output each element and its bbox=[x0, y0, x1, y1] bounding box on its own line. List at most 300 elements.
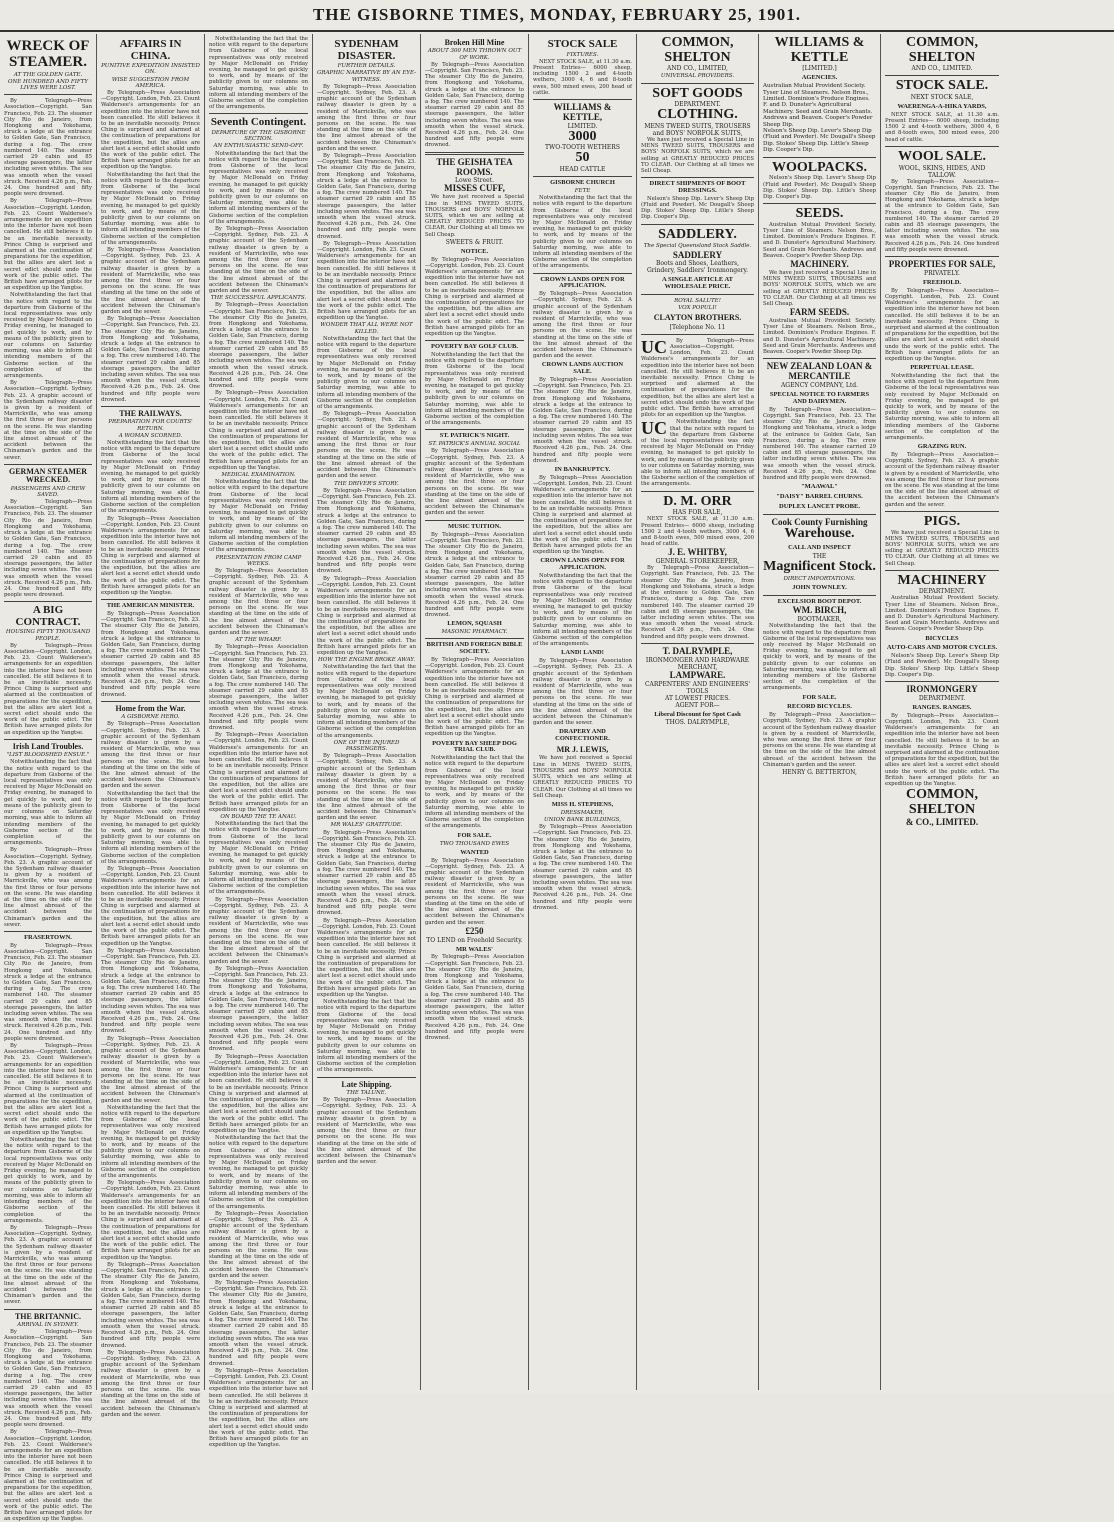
subhead-medical: MEDICAL EXAMINATION. bbox=[221, 471, 296, 478]
ad-limited: LIMITED. bbox=[567, 122, 598, 130]
article-body: Notwithstanding the fact that the notice with regard to the departure from Gisborne of the local representatives was only received by Major McDonald on Friday evening, he managed to get quickly to work, and by means of the publicity given to our columns on Saturday morning, was able to inform all intending members of the Gisborne section of the completion of the arrangements. bbox=[317, 999, 416, 1074]
article-body: By Telegraph—Press Association—Copyright. San Francisco, Feb. 23. The steamer City Rio de Janeiro, from Hongkong and Yokohama, struck a ledge at the entrance to Golden Gate, San Francisco, during a fog. The crew numbered 140. The steamer carried 29 cabin and 85 steerage passengers, the latter including seven whites. The sea was smooth when the vessel struck. Received 4.26 p.m., Feb. 24. One hundred and fifty people were drowned. bbox=[209, 644, 308, 732]
headline-britannic: THE BRITANNIC. bbox=[14, 1311, 82, 1321]
subhead-300-men: ABOUT 300 MEN THROWN OUT OF WORK. bbox=[427, 48, 522, 61]
ad-ironmongery-dept: DEPARTMENT. bbox=[918, 694, 966, 702]
ad-body: By Telegraph—Press Association—Copyright. Sydney, Feb. 23. A graphic account of the Sydenham railway disaster is given by a resident of Marrickville, who was among the first three or four persons on the scene. He was standing at the time on the side of the line almost abreast of the accident between the Chinaman's garden and the sewer. bbox=[763, 712, 876, 768]
divider bbox=[641, 224, 754, 225]
ad-whitby: J. E. WHITBY, bbox=[668, 547, 727, 558]
ad-body: Australian Mutual Provident Society. Tyser Line of Steamers. Nelson Bros., Limited. Dominion's Produce Engines. F. and D. Dunster's Agricultural Machinery. Seed and Grain Merchants. Andrews and Beaven. Cooper's Powder Sheep Dip. bbox=[885, 595, 999, 633]
ad-shipments: DIRECT SHIPMENTS OF BOOT DRESSINGS. bbox=[649, 180, 746, 194]
ad-drapery: DRAPERY AND CONFECTIONER. bbox=[555, 728, 610, 743]
ad-line: Lowe Street. bbox=[455, 177, 494, 185]
subhead-bloodshed: "LIST BLOODSHED ENSUE." bbox=[6, 752, 90, 759]
ad-suits: MENS TWEED SUITS, TROUSERS and BOYS' NORFOLK SUITS, bbox=[644, 122, 751, 137]
ad-body: We have just received a Special Line in MENS TWEED SUITS, TROUSERS and BOYS' NORFOLK SUITS, which we are selling at GREATLY REDUCED PRICES TO CLEAR. Our Clothing at all times we Sell Cheap. bbox=[533, 755, 632, 799]
ad-geisha-rooms: THE GEISHA TEA ROOMS. bbox=[436, 156, 513, 177]
divider bbox=[885, 681, 999, 682]
ad-stock-sale-2: STOCK SALE. bbox=[895, 78, 989, 94]
divider bbox=[4, 1309, 92, 1310]
ad-seeds: SEEDS. bbox=[795, 206, 844, 222]
ad-excelsior: EXCELSIOR BOOT DEPOT. bbox=[777, 597, 862, 605]
ad-agency: AGENCY COMPANY, Ltd. bbox=[780, 382, 859, 390]
ad-cattle: HEAD CATTLE bbox=[559, 166, 606, 174]
ad-royal-salute: ROYAL SALUTE! bbox=[674, 298, 721, 305]
headline-wreck: WRECK OF STEAMER. bbox=[6, 38, 90, 70]
divider bbox=[641, 177, 754, 178]
ad-pigs: PIGS. bbox=[923, 513, 961, 529]
divider bbox=[533, 176, 632, 177]
headline-german-steamer: GERMAN STEAMER WRECKED. bbox=[8, 466, 87, 485]
column-8 bbox=[759, 34, 881, 1390]
ad-money-sub: TO LEND on Freehold Security. bbox=[426, 936, 523, 944]
ad-machinery-2: MACHINERY bbox=[897, 572, 987, 588]
article-body: By Telegraph—Press Association—Copyright. Sydney, Feb. 23. A graphic account of the Sydenham railway disaster is given by a resident of Marrickville, who was among the first three or four persons on the scene. He was standing at the time on the side of the line almost abreast of the accident between the Chinaman's garden and the sewer. bbox=[317, 753, 416, 822]
ad-telephone: [Telephone No. 11 bbox=[669, 323, 726, 331]
headline-frasertown: FRASERTOWN. bbox=[24, 933, 72, 941]
article-body: By Telegraph—Press Association—Copyright. London, Feb. 23. Count Waldersee's arrangements for an expedition into the interior have not been cancelled. He still believes it to be an inevitable necessity. Prince Ching is surprised and alarmed at the continuation of preparations for the expedition, but the allies are alert lest a secret edict should undo the work of the public edict. The British have arranged pilots for an expedition up the Yangtse. bbox=[209, 390, 308, 471]
ad-stephens: MISS H. STEPHENS, bbox=[551, 800, 614, 808]
ad-body: Notwithstanding the fact that the notice with regard to the departure from Gisborne of the local representatives was only received by Major McDonald on Friday evening, he managed to get quickly to work, and by means of the publicity given to our columns on Saturday morning, was able to inform all intending members of the Gisborne section of the completion of the arrangements. bbox=[425, 352, 524, 427]
ad-lowest: AT LOWEST PRICES. bbox=[664, 694, 731, 702]
subhead-further: FURTHER DETAILS. bbox=[337, 63, 396, 70]
ad-uc-block-2 bbox=[641, 419, 754, 487]
ad-stock-saddle: The Special Queensland Stock Saddle. bbox=[643, 243, 752, 250]
ad-crown-lands: CROWN LANDS OPEN FOR APPLICATION. bbox=[540, 275, 625, 290]
subhead-housing: HOUSING FIFTY THOUSAND PEOPLE. bbox=[5, 629, 91, 642]
headline-late-shipping: Late Shipping. bbox=[341, 1079, 392, 1089]
ad-crown-auction: CROWN LANDS AUCTION SALE. bbox=[541, 361, 624, 376]
ad-body: By Telegraph—Press Association—Copyright. Sydney, Feb. 23. A graphic account of the Sydenham railway disaster is given by a resident of Marrickville, who was among the first three or four persons on the scene. He was standing at the time on the side of the line almost abreast of the accident between the Chinaman's garden and the sewer. bbox=[533, 658, 632, 727]
ad-body: By Telegraph—Press Association—Copyright. San Francisco, Feb. 23. The steamer City Rio de Janeiro, from Hongkong and Yokohama, struck a ledge at the entrance to Golden Gate, San Francisco, during a fog. The crew numbered 140. The steamer carried 29 cabin and 85 steerage passengers, the latter including seven whites. The sea was smooth when the vessel struck. Received 4.26 p.m., Feb. 24. One hundred and fifty people were drowned. bbox=[763, 406, 876, 481]
article-body: Notwithstanding the fact that the notice with regard to the departure from Gisborne of the local representatives was only received by Major McDonald on Friday evening, he managed to get quickly to work, and by means of the publicity given to our columns on Saturday morning, was able to inform all intending members of the Gisborne section of the completion of the arrangements. bbox=[209, 1135, 308, 1210]
headline-irish-land: Irish Land Troubles. bbox=[12, 741, 84, 751]
divider bbox=[763, 157, 876, 158]
article-body: By Telegraph—Press Association—Copyright. Sydney, Feb. 23. A graphic account of the Sydenham railway disaster is given by a resident of Marrickville, who was among the first three or four persons on the scene. He was standing at the time on the side of the line almost abreast of the accident between the Chinaman's garden and the sewer. bbox=[101, 1035, 200, 1104]
ad-body: Notwithstanding the fact that the notice with regard to the departure from Gisborne of the local representatives was only received by Major McDonald on Friday evening, he managed to get quickly to work, and by means of the publicity given to our columns on Saturday morning, was able to inform all intending members of the Gisborne section of the completion of the arrangements. bbox=[533, 572, 632, 648]
columns bbox=[0, 34, 1114, 1522]
article-body: By Telegraph—Press Association—Copyright. London, Feb. 23. Count Waldersee's arrangements for an expedition into the interior have not been cancelled. He still believes it to be an inevitable necessity. Prince Ching is surprised and alarmed at the continuation of preparations for the expedition, but the allies are alert lest a secret edict should undo the work of the public edict. The British have arranged pilots for an expedition up the Yangtse. bbox=[4, 1429, 92, 1522]
article-body: By Telegraph—Press Association—Copyright. London, Feb. 23. Count Waldersee's arrangements for an expedition into the interior have not been cancelled. He still believes it to be an inevitable necessity. Prince Ching is surprised and alarmed at the continuation of preparations for the expedition, but the allies are alert lest a secret edict should undo the work of the public edict. The British have arranged pilots for an expedition up the Yangtse. bbox=[209, 1053, 308, 1135]
ad-ironmongery: IRONMONGERY bbox=[906, 684, 978, 695]
masthead-title: THE GISBORNE TIMES, MONDAY, FEBRUARY 25, 1901. bbox=[312, 5, 802, 24]
ad-warehouse: Warehouse. bbox=[784, 526, 855, 542]
ad-direct-imports: DIRECT IMPORTATIONS. bbox=[783, 575, 856, 582]
column-4 bbox=[313, 34, 421, 1390]
ad-lemon: LEMON, SQUASH bbox=[447, 620, 502, 628]
ad-ironmonger: IRONMONGER AND HARDWARE MERCHANT, bbox=[645, 656, 750, 671]
article-body: By Telegraph—Press Association—Copyright. London, Feb. 23. Count Waldersee's arrangements for an expedition into the interior have not been cancelled. He still believes it to be an inevitable necessity. Prince Ching is surprised and alarmed at the continuation of preparations for the expedition, but the allies are alert lest a secret edict should undo the work of the public edict. The British have arranged pilots for an expedition up the Yangtse. bbox=[317, 917, 416, 998]
article-body: By Telegraph—Press Association—Copyright. Sydney, Feb. 23. A graphic account of the Sydenham railway disaster is given by a resident of Marrickville, who was among the first three or four persons on the scene. He was standing at the time on the side of the line almost abreast of the accident between the Chinaman's garden and the sewer. bbox=[209, 1210, 308, 1279]
ad-autocars: AUTO-CARS AND MOTOR CYCLES. bbox=[886, 644, 998, 652]
article-body: By Telegraph—Press Association—Copyright. San Francisco, Feb. 23. The steamer City Rio de Janeiro, from Hongkong and Yokohama, struck a ledge at the entrance to Golden Gate, San Francisco, during a fog. The crew numbered 140. The steamer carried 29 cabin and 85 steerage passengers, the latter including seven whites. The sea was smooth when the vessel struck. Received 4.26 p.m., Feb. 24. One hundred and fifty people were drowned. bbox=[317, 829, 416, 917]
ad-betterton: HENRY G. BETTERTON, bbox=[782, 769, 857, 777]
uc-logo: UC bbox=[641, 336, 667, 357]
ad-wales: MR WALES' bbox=[456, 945, 493, 953]
headline-railways: THE RAILWAYS. bbox=[119, 409, 182, 419]
article-body: Notwithstanding the fact that the notice with regard to the departure from Gisborne of the local representatives was only received by Major McDonald on Friday evening, he managed to get quickly to work, and by means of the publicity given to our columns on Saturday morning, was able to inform all intending members of the Gisborne section of the completion of the arrangements. bbox=[209, 36, 308, 111]
ad-body: By Telegraph—Press Association—Copyright. London, Feb. 23. Count Waldersee's arrangements for an expedition into the interior have not been cancelled. He still believes it to be an inevitable necessity. Prince Ching is surprised and alarmed at the continuation of preparations for the expedition, but the allies are alert lest a secret edict should undo the work of the public edict. The British have arranged pilots for an expedition up the Yangtse. bbox=[533, 474, 632, 556]
ad-body: Notwithstanding the fact that the notice with regard to the departure from Gisborne of the local representatives was only received by Major McDonald on Friday evening, he managed to get quickly to work, and by means of the publicity given to our columns on Saturday morning, was able to inform all intending members of the Gisborne section of the completion of the arrangements. bbox=[425, 755, 524, 830]
column-3 bbox=[205, 34, 313, 1449]
article-body: By Telegraph—Press Association—Copyright. Sydney, Feb. 23. A graphic account of the Sydenham railway disaster is given by a resident of Marrickville, who was among the first three or four persons on the scene. He was standing at the time on the side of the line almost abreast of the accident between the Chinaman's garden and the sewer. bbox=[4, 380, 92, 461]
subhead-gratitude: MR WALES' GRATITUDE. bbox=[330, 822, 403, 829]
headline-stock-sale: STOCK SALE bbox=[547, 38, 618, 50]
subhead-america: WISE SUGGESTION FROM AMERICA. bbox=[111, 76, 190, 89]
ad-dressmaker: DRESSMAKER, bbox=[560, 809, 605, 816]
ad-body: Notwithstanding the fact that the notice with regard to the departure from Gisborne of the local representatives was only received by Major McDonald on Friday evening, he managed to get quickly to work, and by means of the publicity given to our columns on Saturday morning, was able to inform all intending members of the Gisborne section of the completion of the arrangements. bbox=[641, 419, 754, 488]
ad-body: By Telegraph—Press Association—Copyright. San Francisco, Feb. 23. The steamer City Rio de Janeiro, from Hongkong and Yokohama, struck a ledge at the entrance to Golden Gate, San Francisco, during a fog. The crew numbered 140. The steamer carried 29 cabin and 85 steerage passengers, the latter including seven whites. The sea was smooth when the vessel struck. Received 4.26 p.m., Feb. 24. One hundred and fifty people were drowned. bbox=[641, 565, 754, 640]
subhead-not-killed: WONDER THAT ALL WERE NOT KILLED. bbox=[320, 322, 413, 335]
headline-broken-hill: Broken Hill Mine bbox=[444, 38, 505, 47]
divider bbox=[425, 638, 524, 639]
ad-the: THE bbox=[812, 552, 827, 560]
article-body: By Telegraph—Press Association—Copyright. San Francisco, Feb. 23. The steamer City Rio de Janeiro, from Hongkong and Yokohama, struck a ledge at the entrance to Golden Gate, San Francisco, during a fog. The crew numbered 140. The steamer carried 29 cabin and 85 steerage passengers, the latter including seven whites. The sea was smooth when the vessel struck. Received 4.26 p.m., Feb. 24. One hundred and fifty people were drowned. bbox=[317, 487, 416, 575]
divider bbox=[763, 358, 876, 359]
divider bbox=[641, 334, 754, 335]
ad-body: We have just received a Special Line in MENS TWEED SUITS, TROUSERS and BOYS' NORFOLK SUITS, which we are selling at GREATLY REDUCED PRICES TO CLEAR. Our Clothing at all times we Sell Cheap. bbox=[885, 529, 999, 567]
ad-discount: Liberal Discount for Spot Cash bbox=[654, 710, 741, 718]
ad-3000: 3000 bbox=[568, 128, 597, 144]
article-body: By Telegraph—Press Association—Copyright. San Francisco, Feb. 23. The steamer City Rio de Janeiro, from Hongkong and Yokohama, struck a ledge at the entrance to Golden Gate, San Francisco, during a fog. The crew numbered 140. The steamer carried 29 cabin and 85 steerage passengers, the latter including seven whites. The sea was smooth when the vessel struck. Received 4.26 p.m., Feb. 24. One hundred and fifty people were drowned. bbox=[101, 1261, 200, 1349]
article-body: By Telegraph—Press Association—Copyright. San Francisco, Feb. 23. The steamer City Rio de Janeiro, from Hongkong and Yokohama, struck a ledge at the entrance to Golden Gate, San Francisco, during a fog. The crew numbered 140. The steamer carried 29 cabin and 85 steerage passengers, the latter including seven whites. The sea was smooth when the vessel struck. Received 4.26 p.m., Feb. 24. One hundred and fifty people were drowned. bbox=[425, 61, 524, 149]
ad-body: Nelson's Sheep Dip. Lever's Sheep Dip (Fluid and Powder). Mc Dougall's Sheep Dip. Stokes' Sheep Dip. Little's Sheep Dip. Cooper's Dip. bbox=[763, 175, 876, 200]
ad-next-sale: NEXT STOCK SALE, bbox=[910, 94, 974, 102]
ad-soft-goods: SOFT GOODS bbox=[652, 85, 743, 101]
ad-body: We have just received a Special Line in MENS TWEED SUITS, TROUSERS and BOYS' NORFOLK SUITS, which we are selling at GREATLY REDUCED PRICES TO CLEAR. Our Clothing at all times we Sell Cheap. bbox=[763, 269, 876, 307]
ad-daisy: "DAISY" BARREL CHURNS. bbox=[776, 492, 863, 500]
divider bbox=[885, 570, 999, 571]
ad-misses-cuff: MISSES CUFF, bbox=[444, 183, 505, 194]
ad-common-shelton-2: COMMON, SHELTON bbox=[906, 35, 978, 65]
article-body: Notwithstanding the fact that the notice with regard to the departure from Gisborne of the local representatives was only received by Major McDonald on Friday evening, he managed to get quickly to work, and by means of the publicity given to our columns on Saturday morning, was able to inform all intending members of the Gisborne section of the completion of the arrangements. bbox=[4, 759, 92, 847]
ad-body: By Telegraph—Press Association—Copyright. Sydney, Feb. 23. A graphic account of the Sydenham railway disaster is given by a resident of Marrickville, who was among the first three or four persons on the scene. He was standing at the time on the side of the line almost abreast of the accident between the Chinaman's garden and the sewer. bbox=[533, 291, 632, 360]
article-body: By Telegraph—Press Association—Copyright. London, Feb. 23. Count Waldersee's arrangements for an expedition into the interior have not been cancelled. He still believes it to be an inevitable necessity. Prince Ching is surprised and alarmed at the continuation of preparations for the expedition, but the allies are alert lest a secret edict should undo the work of the public edict. The British have arranged pilots for an expedition up the Yangtse. bbox=[101, 89, 200, 171]
subhead-talune: THE TALUNE. bbox=[346, 1089, 387, 1096]
ad-universal: UNIVERSAL PROVIDERS. bbox=[660, 73, 735, 80]
subhead-gisborne-hero: A GISBORNE HERO. bbox=[121, 714, 180, 721]
ad-body: By Telegraph—Press Association—Copyright. San Francisco, Feb. 23. The steamer City Rio de Janeiro, from Hongkong and Yokohama, struck a ledge at the entrance to Golden Gate, San Francisco, during a fog. The crew numbered 140. The steamer carried 29 cabin and 85 steerage passengers, the latter including seven whites. The sea was smooth when the vessel struck. Received 4.26 p.m., Feb. 24. One hundred and fifty people were drowned. bbox=[425, 954, 524, 1042]
divider bbox=[425, 340, 524, 341]
ad-sheep-dog: POVERTY BAY SHEEP DOG TRIAL CLUB. bbox=[432, 739, 517, 754]
ad-birch: WM. BIRCH, bbox=[792, 605, 847, 616]
ad-body: Australian Mutual Provident Society. Tyser Line of Steamers. Nelson Bros., Limited. Dominion's Produce Engines. F. and D. Dunster's Agricultural Machinery. Seed and Grain Merchants. Andrews and Beaven. Cooper's Powder Sheep Dip. bbox=[763, 83, 873, 128]
ad-single-article: A SINGLE ARTICLE AT WHOLESALE PRICE. bbox=[662, 276, 733, 291]
ad-bootmaker: BOOTMAKER, bbox=[797, 616, 842, 624]
article-body: Notwithstanding the fact that the notice with regard to the departure from Gisborne of the local representatives was only received by Major McDonald on Friday evening, he managed to get quickly to work, and by means of the publicity given to our columns on Saturday morning, was able to inform all intending members of the Gisborne section of the completion of the arrangements. bbox=[317, 335, 416, 411]
ad-body: By Telegraph—Press Association—Copyright. Sydney, Feb. 23. A graphic account of the Sydenham railway disaster is given by a resident of Marrickville, who was among the first three or four persons on the scene. He was standing at the time on the side of the line almost abreast of the accident between the Chinaman's garden and the sewer. bbox=[425, 448, 524, 517]
ad-body: By Telegraph—Press Association—Copyright. San Francisco, Feb. 23. The steamer City Rio de Janeiro, from Hongkong and Yokohama, struck a ledge at the entrance to Golden Gate, San Francisco, during a fog. The crew numbered 140. The steamer carried 29 cabin and 85 steerage passengers, the latter including seven whites. The sea was smooth when the vessel struck. Received 4.26 p.m., Feb. 24. One hundred and fifty people were drowned. bbox=[885, 178, 999, 253]
ad-notice: NOTICE. bbox=[460, 247, 489, 255]
article-body: By Telegraph—Press Association—Copyright. London, Feb. 23. Count Waldersee's arrangements for an expedition into the interior have not been cancelled. He still believes it to be an inevitable necessity. Prince Ching is surprised and alarmed at the continuation of preparations for the expedition, but the allies are alert lest a secret edict should undo the work of the public edict. The British have arranged pilots for an expedition up the Yangtse. bbox=[4, 1043, 92, 1136]
column-9 bbox=[881, 34, 1003, 1390]
article-body: By Telegraph—Press Association—Copyright. San Francisco, Feb. 23. The steamer City Rio de Janeiro, from Hongkong and Yokohama, struck a ledge at the entrance to Golden Gate, San Francisco, during a fog. The crew numbered 140. The steamer carried 29 cabin and 85 steerage passengers, the latter including seven whites. The sea was smooth when the vessel struck. Received 4.26 p.m., Feb. 24. One hundred and fifty people were drowned. bbox=[4, 98, 92, 198]
article-body: By Telegraph—Press Association—Copyright. London, Feb. 23. Count Waldersee's arrangements for an expedition into the interior have not been cancelled. He still believes it to be an inevitable necessity. Prince Ching is surprised and alarmed at the continuation of preparations for the expedition, but the allies are alert lest a secret edict should undo the work of the public edict. The British have arranged pilots for an expedition up the Yangtse. bbox=[101, 866, 200, 947]
ad-body: Nelson's Sheep Dip. Lever's Sheep Dip (Fluid and Powder). Mc Dougall's Sheep Dip. Stokes' Sheep Dip. Little's Sheep Dip. Cooper's Dip. bbox=[885, 653, 999, 678]
subhead-engine: HOW THE ENGINE BROKE AWAY. bbox=[317, 657, 415, 664]
ad-grazing: GRAZING RUN. bbox=[917, 443, 967, 451]
article-body: Notwithstanding the fact that the notice with regard to the departure from Gisborne of the local representatives was only received by Major McDonald on Friday evening, he managed to get quickly to work, and by means of the publicity given to our columns on Saturday morning, was able to inform all intending members of the Gisborne section of the completion of the arrangements. bbox=[101, 440, 200, 515]
ad-limited-2: [LIMITED.] bbox=[802, 65, 837, 73]
ad-woolpacks: WOOLPACKS. bbox=[771, 159, 868, 175]
ad-body: By Telegraph—Press Association—Copyright. London, Feb. 23. Count Waldersee's arrangements for an expedition into the interior have not been cancelled. He still believes it to be an inevitable necessity. Prince Ching is surprised and alarmed at the continuation of preparations for the expedition, but the allies are alert lest a secret edict should undo the work of the public edict. The British have arranged pilots for an expedition up the Yangtse. bbox=[885, 287, 999, 362]
ad-bankruptcy: IN BANKRUPTCY. bbox=[554, 465, 611, 473]
ad-machinery: MACHINERY. bbox=[790, 259, 849, 270]
article-body: By Telegraph—Press Association—Copyright. London, Feb. 23. Count Waldersee's arrangements for an expedition into the interior have not been cancelled. He still believes it to be an inevitable necessity. Prince Ching is surprised and alarmed at the continuation of preparations for the expedition, but the allies are alert lest a secret edict should undo the work of the public edict. The British have arranged pilots for an expedition up the Yangtse. bbox=[317, 575, 416, 656]
ad-ranges: RANGES. RANGES. bbox=[912, 703, 972, 711]
ad-magnificent: Magnificent Stock. bbox=[763, 558, 876, 574]
ad-body: Australian Mutual Provident Society. Tyser Line of Steamers. Nelson Bros., Limited. Dominion's Produce Engines. F. and D. Dunster's Agricultural Machinery. Seed and Grain Merchants. Andrews and Beaven. Cooper's Powder Sheep Dip. bbox=[763, 221, 876, 259]
article-body: By Telegraph—Press Association—Copyright. Sydney, Feb. 23. A graphic account of the Sydenham railway disaster is given by a resident of Marrickville, who was among the first three or four persons on the scene. He was standing at the time on the side of the line almost abreast of the accident between the Chinaman's garden and the sewer. bbox=[209, 568, 308, 637]
subhead-woman: A WOMAN SCORNED. bbox=[118, 432, 183, 439]
subhead-sydney: ARRIVAL IN SYDNEY. bbox=[17, 1321, 79, 1328]
ad-body: Nelson's Sheep Dip. Lever's Sheep Dip (Fluid and Powder). Mc Dougall's Sheep Dip. Stokes' Sheep Dip. Little's Sheep Dip. Cooper's Dip. bbox=[763, 128, 876, 154]
ad-nz-loan: NEW ZEALAND LOAN & MERCANTILE bbox=[766, 361, 873, 382]
article-body: By Telegraph—Press Association—Copyright. London, Feb. 23. Count Waldersee's arrangements for an expedition into the interior have not been cancelled. He still believes it to be an inevitable necessity. Prince Ching is surprised and alarmed at the continuation of preparations for the expedition, but the allies are alert lest a secret edict should undo the work of the public edict. The British have arranged pilots for an expedition up the Yangtse. bbox=[4, 198, 92, 292]
ad-body: We have just received a Special Line in MENS TWEED SUITS, TROUSERS and BOYS' NORFOLK SUITS, which we are selling at GREATLY REDUCED PRICES TO CLEAR. Our Clothing at all times we Sell Cheap. bbox=[425, 194, 524, 238]
divider bbox=[4, 94, 92, 95]
ad-wool-sale: WOOL SALE. bbox=[898, 148, 986, 164]
ad-special-notice: SPECIAL NOTICE TO FARMERS AND DAIRYMEN. bbox=[769, 391, 870, 405]
divider bbox=[885, 75, 999, 76]
subhead-fixtures: FIXTURES. bbox=[566, 51, 599, 58]
divider bbox=[4, 464, 92, 465]
uc-logo: UC bbox=[641, 418, 667, 439]
ad-cook-county: Cook County Furnishing bbox=[771, 516, 868, 527]
ad-st-patrick: ST. PATRICK'S NIGHT. bbox=[439, 432, 510, 440]
divider bbox=[425, 429, 524, 430]
subhead-driver: THE DRIVER'S STORY. bbox=[334, 480, 399, 487]
ad-ewes: TWO THOUSAND EWES bbox=[439, 840, 510, 847]
article-body: By Telegraph—Press Association—Copyright. Sydney, Feb. 23. A graphic account of the Sydenham railway disaster is given by a resident of Marrickville, who was among the first three or four persons on the scene. He was standing at the time on the side of the line almost abreast of the accident between the Chinaman's garden and the sewer. bbox=[317, 411, 416, 480]
ad-music: MUSIC TUITION. bbox=[448, 522, 501, 530]
article-body: By Telegraph—Press Association—Copyright. San Francisco, Feb. 23. The steamer City Rio de Janeiro, from Hongkong and Yokohama, struck a ledge at the entrance to Golden Gate, San Francisco, during a fog. The crew numbered 140. The steamer carried 29 cabin and 85 steerage passengers, the latter including seven whites. The sea was smooth when the vessel struck. Received 4.26 p.m., Feb. 24. One hundred and fifty people were drowned. bbox=[317, 152, 416, 240]
article-body: Notwithstanding the fact that the notice with regard to the departure from Gisborne of the local representatives was only received by Major McDonald on Friday evening, he managed to get quickly to work, and by means of the publicity given to our columns on Saturday morning, was able to inform all intending members of the Gisborne section of the completion of the arrangements. bbox=[4, 1137, 92, 1224]
ad-lewis: MR J. LEWIS, bbox=[556, 745, 609, 755]
ad-dalrymple-sign: THOS. DALRYMPLE, bbox=[665, 719, 730, 727]
ad-storekeeper: GENERAL STOREKEEPER, bbox=[655, 558, 740, 566]
ad-line: SWEETS & FRUIT. bbox=[445, 238, 504, 246]
ad-bible-society: BRITISH AND FOREIGN BIBLE SOCIETY. bbox=[426, 641, 523, 656]
ad-agencies: AGENCIES. bbox=[801, 74, 838, 82]
ad-company: AND CO., LIMITED, bbox=[667, 65, 728, 73]
article-body: Notwithstanding the fact that the notice with regard to the departure from Gisborne of the local representatives was only received by Major McDonald on Friday evening, he managed to get quickly to work, and by means of the publicity given to our columns on Saturday morning, was able to inform all intending members of the Gisborne section of the completion of the arrangements. bbox=[317, 664, 416, 739]
masthead bbox=[0, 0, 1114, 32]
article-body: By Telegraph—Press Association—Copyright. Sydney, Feb. 23. A graphic account of the Sydenham railway disaster is given by a resident of Marrickville, who was among the first three or four persons on the scene. He was standing at the time on the side of the line almost abreast of the accident between the Chinaman's garden and the sewer. bbox=[4, 1224, 92, 1306]
article-body: By Telegraph—Press Association—Copyright. London, Feb. 23. Count Waldersee's arrangements for an expedition into the interior have not been cancelled. He still believes it to be an inevitable necessity. Prince Ching is surprised and alarmed at the continuation of preparations for the expedition, but the allies are alert lest a secret edict should undo the work of the public edict. The British have arranged pilots for an expedition up the Yangtse. bbox=[4, 642, 92, 736]
ad-yards: WAERENGA-A-HIKA YARDS, bbox=[897, 103, 987, 111]
ad-lampware: LAMPWARE. bbox=[669, 669, 726, 680]
ad-clayton: CLAYTON BROTHERS. bbox=[653, 313, 742, 323]
ad-body: NEXT STOCK SALE, at 11.30 a.m. Present Entries— 6000 sheep, including 1500 2 and 4-tooth wethers, 3000 4, 6 and 8-tooth ewes, 500 mixed ewes, 200 head of cattle. bbox=[533, 58, 632, 96]
ad-crown-lands-2: CROWN LANDS OPEN FOR APPLICATION. bbox=[540, 557, 625, 572]
ad-body: By Telegraph—Press Association—Copyright. Sydney, Feb. 23. A graphic account of the Sydenham railway disaster is given by a resident of Marrickville, who was among the first three or four persons on the scene. He was standing at the time on the side of the line almost abreast of the accident between the Chinaman's garden and the sewer. bbox=[425, 857, 524, 926]
ad-church: GISBORNE CHURCH bbox=[550, 179, 615, 187]
article-body: Notwithstanding the fact that the notice with regard to the departure from Gisborne of the local representatives was only received by Major McDonald on Friday evening, he managed to get quickly to work, and by means of the publicity given to our columns on Saturday morning, was able to inform all intending members of the Gisborne section of the completion of the arrangements. bbox=[101, 790, 200, 865]
ad-union-bank: UNION BANK BUILDINGS, bbox=[544, 816, 621, 823]
divider bbox=[641, 83, 754, 84]
column-5 bbox=[421, 34, 529, 1390]
divider bbox=[533, 273, 632, 274]
ad-privately: PRIVATELY. bbox=[924, 269, 960, 277]
article-body: By Telegraph—Press Association—Copyright. San Francisco, Feb. 23. The steamer City Rio de Janeiro, from Hongkong and Yokohama, struck a ledge at the entrance to Golden Gate, San Francisco, during a fog. The crew numbered 140. The steamer carried 29 cabin and 85 steerage passengers, the latter including seven whites. The sea was smooth when the vessel struck. Received 4.26 p.m., Feb. 24. One hundred and fifty people were drowned. bbox=[4, 942, 92, 1042]
ad-50: 50 bbox=[575, 150, 590, 166]
headline-american-minister: THE AMERICAN MINISTER. bbox=[106, 602, 195, 610]
ad-body: Notwithstanding the fact that the notice with regard to the departure from Gisborne of the local representatives was only received by Major McDonald on Friday evening, he managed to get quickly to work, and by means of the publicity given to our columns on Saturday morning, was able to inform all intending members of the Gisborne section of the completion of the arrangements. bbox=[763, 623, 876, 692]
article-body: By Telegraph—Press Association—Copyright. London, Feb. 23. Count Waldersee's arrangements for an expedition into the interior have not been cancelled. He still believes it to be an inevitable necessity. Prince Ching is surprised and alarmed at the continuation of preparations for the expedition, but the allies are alert lest a secret edict should undo the work of the public edict. The British have arranged pilots for an expedition up the Yangtse. bbox=[209, 732, 308, 813]
ad-money: £250 bbox=[465, 925, 484, 936]
ad-vox-populi: VOX POPULI! bbox=[678, 305, 717, 312]
ad-body: By Telegraph—Press Association—Copyright. London, Feb. 23. Count Waldersee's arrangements for an expedition into the interior have not been cancelled. He still believes it to be an inevitable necessity. Prince Ching is surprised and alarmed at the continuation of preparations for the expedition, but the allies are alert lest a secret edict should undo the work of the public edict. The British have arranged pilots for an expedition up the Yangtse. bbox=[425, 656, 524, 738]
article-body: By Telegraph—Press Association—Copyright. Sydney, Feb. 23. A graphic account of the Sydenham railway disaster is given by a resident of Marrickville, who was among the first three or four persons on the scene. He was standing at the time on the side of the line almost abreast of the accident between the Chinaman's garden and the sewer. bbox=[101, 1349, 200, 1418]
article-body: By Telegraph—Press Association—Copyright. San Francisco, Feb. 23. The steamer City Rio de Janeiro, from Hongkong and Yokohama, struck a ledge at the entrance to Golden Gate, San Francisco, during a fog. The crew numbered 140. The steamer carried 29 cabin and 85 steerage passengers, the latter including seven whites. The sea was smooth when the vessel struck. Received 4.26 p.m., Feb. 24. One hundred and fifty people were drowned. bbox=[101, 947, 200, 1035]
ad-land: LAND! LAND! bbox=[561, 649, 604, 657]
subhead-eye-witness: GRAPHIC NARRATIVE BY AN EYE-WITNESS. bbox=[317, 70, 416, 83]
ad-body: By Telegraph—Press Association—Copyright. San Francisco, Feb. 23. The steamer City Rio de Janeiro, from Hongkong and Yokohama, struck a ledge at the entrance to Golden Gate, San Francisco, during a fog. The crew numbered 140. The steamer carried 29 cabin and 85 steerage passengers, the latter including seven whites. The sea was smooth when the vessel struck. Received 4.26 p.m., Feb. 24. One hundred and fifty people were drowned. bbox=[425, 531, 524, 619]
article-body: By Telegraph—Press Association—Copyright. San Francisco, Feb. 23. The steamer City Rio de Janeiro, from Hongkong and Yokohama, struck a ledge at the entrance to Golden Gate, San Francisco, during a fog. The crew numbered 140. The steamer carried 29 cabin and 85 steerage passengers, the latter including seven whites. The sea was smooth when the vessel struck. Received 4.26 p.m., Feb. 24. One hundred and fifty people were drowned. bbox=[101, 316, 200, 403]
article-body: By Telegraph—Press Association—Copyright. London, Feb. 23. Count Waldersee's arrangements for an expedition into the interior have not been cancelled. He still believes it to be an inevitable necessity. Prince Ching is surprised and alarmed at the continuation of preparations for the expedition, but the allies are alert lest a secret edict should undo the work of the public edict. The British have arranged pilots for an expedition up the Yangtse. bbox=[101, 1180, 200, 1261]
divider bbox=[317, 1077, 416, 1078]
article-body: By Telegraph—Press Association—Copyright. San Francisco, Feb. 23. The steamer City Rio de Janeiro, from Hongkong and Yokohama, struck a ledge at the entrance to Golden Gate, San Francisco, during a fog. The crew numbered 140. The steamer carried 29 cabin and 85 steerage passengers, the latter including seven whites. The sea was smooth when the vessel struck. Received 4.26 p.m., Feb. 24. One hundred and fifty people were drowned. bbox=[209, 1279, 308, 1367]
subhead-te-anau: ON BOARD THE TE ANAU. bbox=[220, 813, 297, 820]
ad-orr: D. M. ORR bbox=[663, 493, 732, 509]
ad-williams-kettle-2: WILLIAMS & KETTLE bbox=[774, 35, 865, 65]
ad-common-shelton-sign: COMMON, SHELTON bbox=[906, 787, 978, 817]
headline-seventh-contingent: Seventh Contingent. bbox=[210, 116, 307, 129]
subhead-crew-saved: PASSENGERS AND CREW SAVED. bbox=[10, 485, 86, 498]
ad-body: We have just received a Special Line in MENS TWEED SUITS, TROUSERS and BOYS' NORFOLK SUITS, which we are selling at GREATLY REDUCED PRICES TO CLEAR. Our Clothing at all times we Sell Cheap. bbox=[641, 136, 754, 174]
ad-perpetual: PERPETUAL LEASE. bbox=[910, 364, 974, 372]
article-body: By Telegraph—Press Association—Copyright. San Francisco, Feb. 23. The steamer City Rio de Janeiro, from Hongkong and Yokohama, struck a ledge at the entrance to Golden Gate, San Francisco, during a fog. The crew numbered 140. The steamer carried 29 cabin and 85 steerage passengers, the latter including seven whites. The sea was smooth when the vessel struck. Received 4.26 p.m., Feb. 24. One hundred and fifty people were drowned. bbox=[4, 1329, 92, 1429]
ad-body: Notwithstanding the fact that the notice with regard to the departure from Gisborne of the local representatives was only received by Major McDonald on Friday evening, he managed to get quickly to work, and by means of the publicity given to our columns on Saturday morning, was able to inform all intending members of the Gisborne section of the completion of the arrangements. bbox=[533, 195, 632, 270]
divider bbox=[533, 99, 632, 100]
ad-body: By Telegraph—Press Association—Copyright. London, Feb. 23. Count Waldersee's arrangements for an expedition into the interior have not been cancelled. He still believes it to be an inevitable necessity. Prince Ching is surprised and alarmed at the continuation of preparations for the expedition, but the allies are alert lest a secret edict should undo the work of the public edict. The British have arranged pilots for an expedition up the Yangtse. bbox=[641, 337, 754, 419]
ad-williams-kettle: WILLIAMS & KETTLE, bbox=[553, 101, 612, 122]
ad-for-sale-2: FOR SALE. bbox=[802, 693, 837, 701]
article-body: By Telegraph—Press Association—Copyright. San Francisco, Feb. 23. The steamer City Rio de Janeiro, from Hongkong and Yokohama, struck a ledge at the entrance to Golden Gate, San Francisco, during a fog. The crew numbered 140. The steamer carried 29 cabin and 85 steerage passengers, the latter including seven whites. The sea was smooth when the vessel struck. Received 4.26 p.m., Feb. 24. One hundred and fifty people were drowned. bbox=[4, 499, 92, 599]
ad-freehold: FREEHOLD. bbox=[922, 278, 962, 286]
ad-body: Notwithstanding the fact that the notice with regard to the departure from Gisborne of the local representatives was only received by Major McDonald on Friday evening, he managed to get quickly to work, and by means of the publicity given to our columns on Saturday morning, was able to inform all intending members of the Gisborne section of the completion of the arrangements. bbox=[885, 372, 999, 441]
divider bbox=[885, 511, 999, 512]
article-body: By Telegraph—Press Association—Copyright. London, Feb. 23. Count Waldersee's arrangements for an expedition into the interior have not been cancelled. He still believes it to be an inevitable necessity. Prince Ching is surprised and alarmed at the continuation of preparations for the expedition, but the allies are alert lest a secret edict should undo the work of the public edict. The British have arranged pilots for an expedition up the Yangtse. bbox=[101, 515, 200, 596]
divider bbox=[101, 406, 200, 407]
article-body: Notwithstanding the fact that the notice with regard to the departure from Gisborne of the local representatives was only received by Major McDonald on Friday evening, he managed to get quickly to work, and by means of the publicity given to our columns on Saturday morning, was able to inform all intending members of the Gisborne section of the completion of the arrangements. bbox=[209, 479, 308, 554]
article-body: Notwithstanding the fact that the notice with regard to the departure from Gisborne of the local representatives was only received by Major McDonald on Friday evening, he managed to get quickly to work, and by means of the publicity given to our columns on Saturday morning, was able to inform all intending members of the Gisborne section of the completion of the arrangements. bbox=[101, 1104, 200, 1180]
article-body: By Telegraph—Press Association—Copyright. Sydney, Feb. 23. A graphic account of the Sydenham railway disaster is given by a resident of Marrickville, who was among the first three or four persons on the scene. He was standing at the time on the side of the line almost abreast of the accident between the Chinaman's garden and the sewer. bbox=[4, 847, 92, 928]
ad-boots: Boots and Shoes, Leathers, Grindery, Saddlers' Ironmongery. bbox=[646, 260, 749, 275]
divider bbox=[763, 514, 876, 515]
ad-st-patrick-sub: ST. PATRICK'S ANNUAL SOCIAL bbox=[428, 441, 521, 448]
ad-bicycles-2: BICYCLES bbox=[925, 634, 959, 642]
ad-properties: PROPERTIES FOR SALE, bbox=[888, 259, 996, 270]
subhead-departure: DEPARTURE OF THE GISBORNE SECTION. bbox=[211, 129, 306, 143]
column-6 bbox=[529, 34, 637, 1390]
ad-townley: JOHN TOWNLEY. bbox=[792, 583, 847, 591]
ad-common-shelton: COMMON, SHELTON bbox=[661, 35, 734, 65]
subhead-applicants: THE SUCCESSFUL APPLICANTS. bbox=[210, 295, 307, 302]
ad-bicycles: RECORD BICYCLES. bbox=[787, 703, 852, 711]
ad-body: By Telegraph—Press Association—Copyright. London, Feb. 23. Count Waldersee's arrangements for an expedition into the interior have not been cancelled. He still believes it to be an inevitable necessity. Prince Ching is surprised and alarmed at the continuation of preparations for the expedition, but the allies are alert lest a secret edict should undo the work of the public edict. The British have arranged pilots for an expedition up the Yangtse. bbox=[425, 256, 524, 337]
article-body: By Telegraph—Press Association—Copyright. San Francisco, Feb. 23. The steamer City Rio de Janeiro, from Hongkong and Yokohama, struck a ledge at the entrance to Golden Gate, San Francisco, during a fog. The crew numbered 140. The steamer carried 29 cabin and 85 steerage passengers, the latter including seven whites. The sea was smooth when the vessel struck. Received 4.26 p.m., Feb. 24. One hundred and fifty people were drowned. bbox=[101, 610, 200, 698]
divider bbox=[885, 256, 999, 257]
divider bbox=[885, 146, 999, 147]
ad-call-inspect: CALL AND INSPECT bbox=[788, 544, 851, 552]
article-body: Notwithstanding the fact that the notice with regard to the departure from Gisborne of the local representatives was only received by Major McDonald on Friday evening, he managed to get quickly to work, and by means of the publicity given to our columns on Saturday morning, was able to inform all intending members of the Gisborne section of the completion of the arrangements. bbox=[209, 150, 308, 225]
headline-big-contract: A BIG CONTRACT. bbox=[15, 604, 81, 628]
article-body: By Telegraph—Press Association—Copyright. San Francisco, Feb. 23. The steamer City Rio de Janeiro, from Hongkong and Yokohama, struck a ledge at the entrance to Golden Gate, San Francisco, during a fog. The crew numbered 140. The steamer carried 29 cabin and 85 steerage passengers, the latter including seven whites. The sea was smooth when the vessel struck. Received 4.26 p.m., Feb. 24. One hundred and fifty people were drowned. bbox=[209, 965, 308, 1053]
ad-body: Australian Mutual Provident Society. Tyser Line of Steamers. Nelson Bros., Limited. Dominion's Produce Engines. F. and D. Dunster's Agricultural Machinery. Seed and Grain Merchants. Andrews and Beaven. Cooper's Powder Sheep Dip. bbox=[763, 318, 876, 356]
article-body: By Telegraph—Press Association—Copyright. Sydney, Feb. 23. A graphic account of the Sydenham railway disaster is given by a resident of Marrickville, who was among the first three or four persons on the scene. He was standing at the time on the side of the line almost abreast of the accident between the Chinaman's garden and the sewer. bbox=[317, 83, 416, 152]
ad-wool-skins: WOOL, SKINS, HIDES, AND TALLOW. bbox=[898, 164, 986, 179]
ad-saddlery: SADDLERY. bbox=[658, 226, 737, 242]
article-body: By Telegraph—Press Association—Copyright. Sydney, Feb. 23. A graphic account of the Sydenham railway disaster is given by a resident of Marrickville, who was among the first three or four persons on the scene. He was standing at the time on the side of the line almost abreast of the accident between the Chinaman's garden and the sewer. bbox=[209, 226, 308, 295]
headline-china: AFFAIRS IN CHINA. bbox=[119, 38, 182, 62]
ad-tools: CARPENTERS' AND ENGINEERS' TOOLS bbox=[644, 680, 751, 695]
ad-body: NEXT STOCK SALE, at 11.30 a.m. Present Entries— 6000 sheep, including 1500 2 and 4-tooth wethers, 3000 4, 6 and 8-tooth ewes, 500 mixed ewes, 200 head of cattle. bbox=[641, 516, 754, 548]
ad-dalrymple: T. DALRYMPLE, bbox=[662, 645, 733, 656]
divider bbox=[763, 203, 876, 204]
headline-home-from-war: Home from the War. bbox=[115, 703, 186, 713]
divider bbox=[4, 601, 92, 602]
article-body: By Telegraph—Press Association—Copyright. London, Feb. 23. Count Waldersee's arrangements for an expedition into the interior have not been cancelled. He still believes it to be an inevitable necessity. Prince Ching is surprised and alarmed at the continuation of preparations for the expedition, but the allies are alert lest a secret edict should undo the work of the public edict. The British have arranged pilots for an expedition up the Yangtse. bbox=[209, 1367, 308, 1449]
ad-body: NEXT STOCK SALE, at 11.30 a.m. Present Entries— 6000 sheep, including 1500 2 and 4-tooth wethers, 3000 4, 6 and 8-tooth ewes, 500 mixed ewes, 200 head of cattle. bbox=[885, 111, 999, 143]
article-body: By Telegraph—Press Association—Copyright. London, Feb. 23. Count Waldersee's arrangements for an expedition into the interior have not been cancelled. He still believes it to be an inevitable necessity. Prince Ching is surprised and alarmed at the continuation of preparations for the expedition, but the allies are alert lest a secret edict should undo the work of the public edict. The British have arranged pilots for an expedition up the Yangtse. bbox=[317, 240, 416, 322]
divider bbox=[641, 491, 754, 492]
ad-clothing: CLOTHING. bbox=[657, 107, 738, 123]
article-body: Notwithstanding the fact that the notice with regard to the departure from Gisborne of the local representatives was only received by Major McDonald on Friday evening, he managed to get quickly to work, and by means of the publicity given to our columns on Saturday morning, was able to inform all intending members of the Gisborne section of the completion of the arrangements. bbox=[101, 171, 200, 246]
article-body: By Telegraph—Press Association—Copyright. Sydney, Feb. 23. A graphic account of the Sydenham railway disaster is given by a resident of Marrickville, who was among the first three or four persons on the scene. He was standing at the time on the side of the line almost abreast of the accident between the Chinaman's garden and the sewer. bbox=[101, 246, 200, 316]
ad-company-2: AND CO., LIMITED. bbox=[911, 65, 973, 73]
ad-body: By Telegraph—Press Association—Copyright. London, Feb. 23. Count Waldersee's arrangements for an expedition into the interior have not been cancelled. He still believes it to be an inevitable necessity. Prince Ching is surprised and alarmed at the continuation of preparations for the expedition, but the allies are alert lest a secret edict should undo the work of the public edict. The British have arranged pilots for an expedition up the Yangtse. bbox=[885, 712, 999, 788]
ad-uc-block bbox=[641, 338, 754, 419]
column-1 bbox=[0, 34, 97, 1522]
article-body: By Telegraph—Press Association—Copyright. Sydney, Feb. 23. A graphic account of the Sydenham railway disaster is given by a resident of Marrickville, who was among the first three or four persons on the scene. He was standing at the time on the side of the line almost abreast of the accident between the Chinaman's garden and the sewer. bbox=[209, 896, 308, 965]
divider bbox=[101, 599, 200, 600]
divider bbox=[641, 294, 754, 295]
ad-for-sale: FOR SALE. bbox=[457, 831, 492, 839]
article-body: By Telegraph—Press Association—Copyright. Sydney, Feb. 23. A graphic account of the Sydenham railway disaster is given by a resident of Marrickville, who was among the first three or four persons on the scene. He was standing at the time on the side of the line almost abreast of the accident between the Chinaman's garden and the sewer. bbox=[317, 1097, 416, 1166]
ad-masonic: MASONIC PHARMACY. bbox=[441, 629, 508, 636]
ad-fete: FETE bbox=[574, 187, 591, 194]
article-body: By Telegraph—Press Association—Copyright. Sydney, Feb. 23. A graphic account of the Sydenham railway disaster is given by a resident of Marrickville, who was among the first three or four persons on the scene. He was standing at the time on the side of the line almost abreast of the accident between the Chinaman's garden and the sewer. bbox=[101, 721, 200, 790]
divider bbox=[641, 643, 754, 644]
ad-agent: AGENT FOR— bbox=[675, 701, 720, 709]
subhead-injured: ONE OF THE INJURED PASSENGERS. bbox=[333, 739, 400, 753]
divider bbox=[763, 595, 876, 596]
article-body: By Telegraph—Press Association—Copyright. San Francisco, Feb. 23. The steamer City Rio de Janeiro, from Hongkong and Yokohama, struck a ledge at the entrance to Golden Gate, San Francisco, during a fog. The crew numbered 140. The steamer carried 29 cabin and 85 steerage passengers, the latter including seven whites. The sea was smooth when the vessel struck. Received 4.26 p.m., Feb. 24. One hundred and fifty people were drowned. bbox=[209, 302, 308, 390]
column-7 bbox=[637, 34, 759, 1390]
article-body: Notwithstanding the fact that the notice with regard to the departure from Gisborne of the local representatives was only received by Major McDonald on Friday evening, he managed to get quickly to work, and by means of the publicity given to our columns on Saturday morning, was able to inform all intending members of the Gisborne section of the completion of the arrangements. bbox=[209, 821, 308, 896]
ad-golf-club: POVERTY BAY GOLF CLUB. bbox=[431, 343, 518, 351]
ad-body: By Telegraph—Press Association—Copyright. San Francisco, Feb. 23. The steamer City Rio de Janeiro, from Hongkong and Yokohama, struck a ledge at the entrance to Golden Gate, San Francisco, during a fog. The crew numbered 140. The steamer carried 29 cabin and 85 steerage passengers, the latter including seven whites. The sea was smooth when the vessel struck. Received 4.26 p.m., Feb. 24. One hundred and fifty people were drowned. bbox=[533, 824, 632, 911]
ad-machinery-dept: DEPARTMENT. bbox=[918, 588, 966, 596]
divider bbox=[4, 739, 92, 740]
subhead-presentation: PRESENTATION FROM CAMP WEEKS. bbox=[215, 554, 302, 567]
ad-department: DEPARTMENT. bbox=[674, 101, 721, 109]
ad-farm-seeds: FARM SEEDS. bbox=[789, 307, 850, 318]
divider bbox=[209, 113, 308, 114]
ad-duplex: DUPLEX LANCET PROBE. bbox=[779, 502, 860, 510]
ad-wanted: WANTED bbox=[460, 848, 489, 856]
ad-wethers: TWO-TOOTH WETHERS bbox=[545, 144, 620, 152]
ad-body: Nelson's Sheep Dip. Lever's Sheep Dip (Fluid and Powder). Mc Dougall's Sheep Dip. Stokes' Sheep Dip. Little's Sheep Dip. Cooper's Dip. bbox=[641, 195, 754, 221]
subhead-punitive: PUNITIVE EXPEDITION INSISTED ON. bbox=[101, 63, 200, 76]
ad-orr-sub: HAS FOR SALE, bbox=[672, 509, 723, 517]
subhead-wharf: AT THE WHARF. bbox=[235, 637, 282, 644]
subhead-lives-lost: ONE HUNDRED AND FIFTY LIVES WERE LOST. bbox=[7, 78, 89, 91]
subhead-golden-gate: AT THE GOLDEN GATE. bbox=[13, 71, 83, 78]
ad-saddlery-2: SADDLERY bbox=[672, 249, 723, 260]
